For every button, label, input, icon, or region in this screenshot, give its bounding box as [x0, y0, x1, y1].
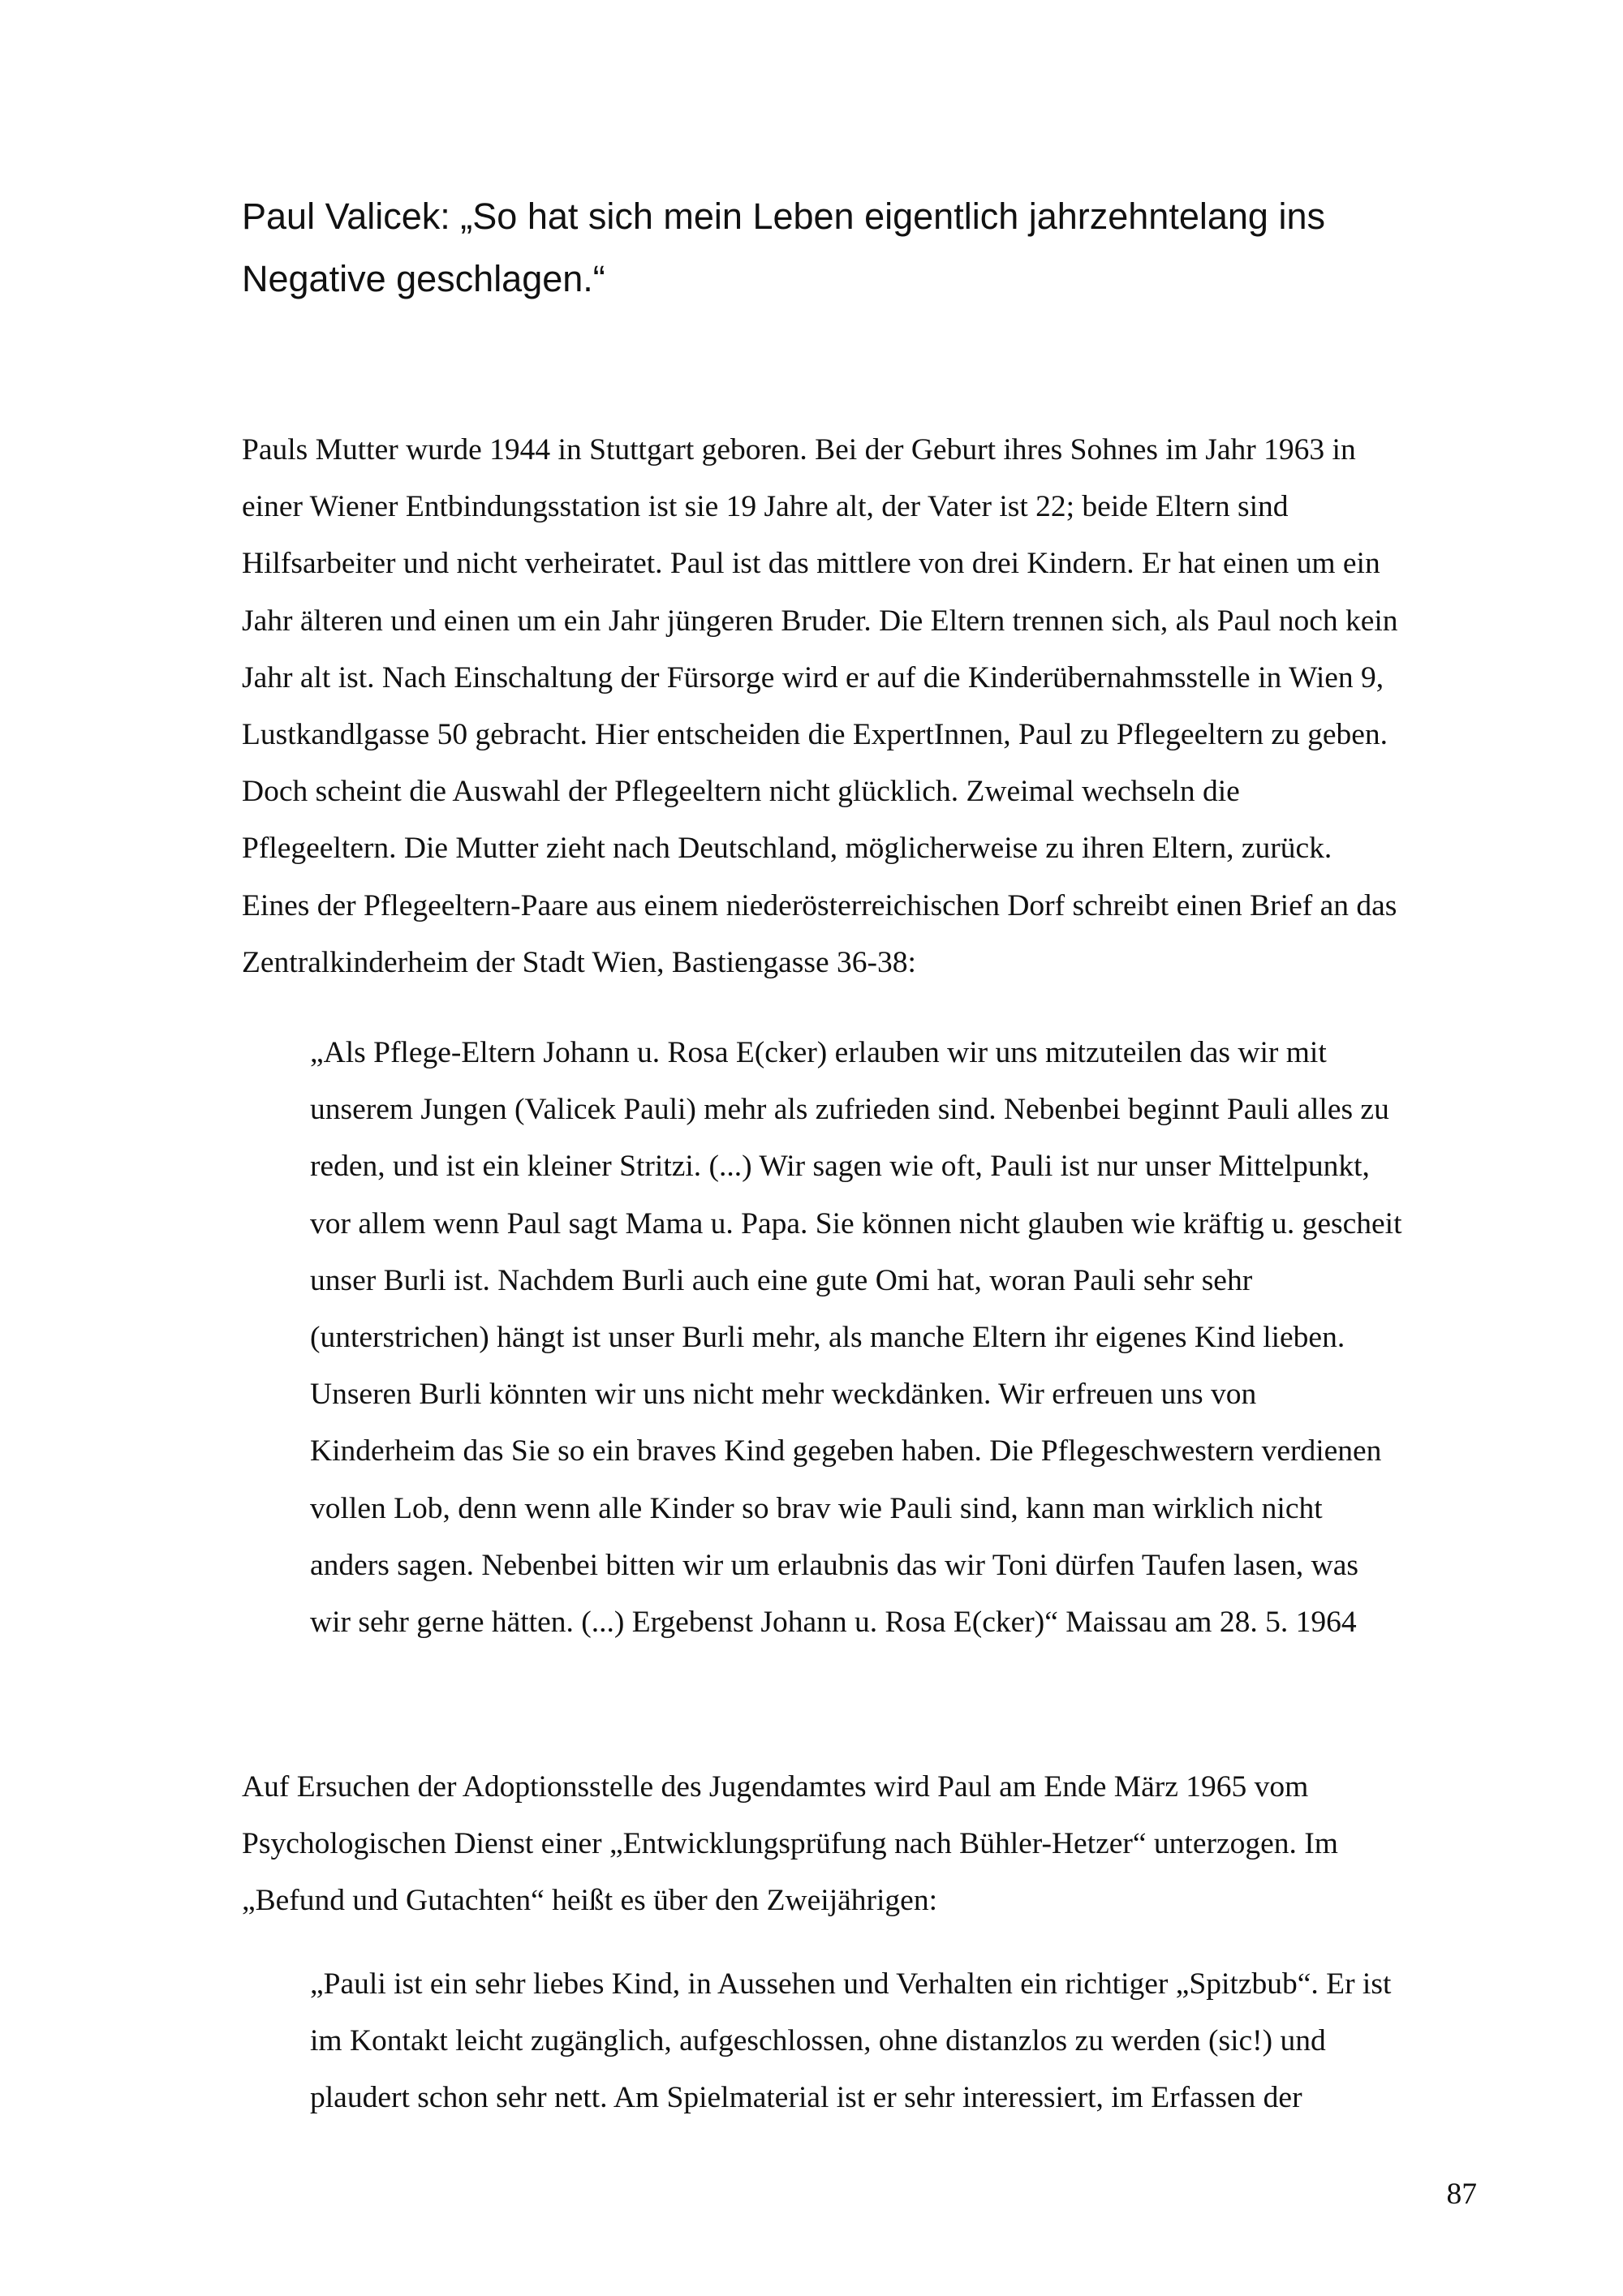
quote-line: plaudert schon sehr nett. Am Spielmaterial ist er sehr interessiert, im Erfassen der: [310, 2081, 1302, 2115]
quote-line: unser Burli ist. Nachdem Burli auch eine gute Omi hat, woran Pauli sehr sehr: [310, 1263, 1253, 1297]
text-line: Pauls Mutter wurde 1944 in Stuttgart geboren. Bei der Geburt ihres Sohnes im Jahr 1963 in: [242, 433, 1356, 467]
chapter-heading: [242, 185, 1459, 310]
quote-line: wir sehr gerne hätten. (...) Ergebenst Johann u. Rosa E(cker)“ Maissau am 28. 5. 1964: [310, 1606, 1357, 1640]
text-line: Jahr alt ist. Nach Einschaltung der Fürsorge wird er auf die Kinderübernahmsstelle in Wien 9,: [242, 660, 1384, 694]
paragraph-intro: [242, 422, 1508, 991]
quote-line: vollen Lob, denn wenn alle Kinder so brav wie Pauli sind, kann man wirklich nicht: [310, 1491, 1323, 1525]
text-line: „Befund und Gutachten“ heißt es über den Zweijährigen:: [242, 1884, 937, 1918]
quote-line: anders sagen. Nebenbei bitten wir um erlaubnis das wir Toni dürfen Taufen lasen, was: [310, 1548, 1358, 1582]
quote-line: reden, und ist ein kleiner Stritzi. (...) Wir sagen wie oft, Pauli ist nur unser Mittelpunkt,: [310, 1150, 1370, 1184]
heading-line: Paul Valicek: „So hat sich mein Leben eigentlich jahrzehntelang ins: [242, 196, 1325, 237]
quote-line: „Pauli ist ein sehr liebes Kind, in Aussehen und Verhalten ein richtiger „Spitzbub“. Er ist: [310, 1967, 1392, 2001]
block-quote-letter: [310, 1025, 1511, 1651]
text-line: Eines der Pflegeeltern-Paare aus einem niederösterreichischen Dorf schreibt einen Brief an das: [242, 888, 1397, 922]
text-line: Jahr älteren und einen um ein Jahr jüngeren Bruder. Die Eltern trennen sich, als Paul noch kein: [242, 604, 1398, 638]
text-line: Pflegeeltern. Die Mutter zieht nach Deutschland, möglicherweise zu ihren Eltern, zurück.: [242, 832, 1332, 866]
text-line: Auf Ersuchen der Adoptionsstelle des Jugendamtes wird Paul am Ende März 1965 vom: [242, 1770, 1309, 1804]
quote-line: vor allem wenn Paul sagt Mama u. Papa. Sie können nicht glauben wie kräftig u. gescheit: [310, 1206, 1402, 1240]
text-line: einer Wiener Entbindungsstation ist sie 19 Jahre alt, der Vater ist 22; beide Eltern sind: [242, 490, 1289, 524]
heading-line: Negative geschlagen.“: [242, 258, 605, 299]
page-number: 87: [1446, 2178, 1477, 2211]
quote-line: Unseren Burli könnten wir uns nicht mehr weckdänken. Wir erfreuen uns von: [310, 1378, 1257, 1412]
paragraph-assessment: [242, 1759, 1508, 1930]
quote-line: „Als Pflege-Eltern Johann u. Rosa E(cker) erlauben wir uns mitzuteilen das wir mit: [310, 1036, 1327, 1069]
block-quote-report: [310, 1956, 1511, 2127]
quote-line: (unterstrichen) hängt ist unser Burli mehr, als manche Eltern ihr eigenes Kind lieben.: [310, 1321, 1345, 1355]
quote-line: im Kontakt leicht zugänglich, aufgeschlossen, ohne distanzlos zu werden (sic!) und: [310, 2024, 1326, 2058]
text-line: Lustkandlgasse 50 gebracht. Hier entscheiden die ExpertInnen, Paul zu Pflegeeltern zu geben.: [242, 718, 1388, 752]
text-line: Doch scheint die Auswahl der Pflegeeltern nicht glücklich. Zweimal wechseln die: [242, 775, 1240, 809]
quote-line: unserem Jungen (Valicek Pauli) mehr als zufrieden sind. Nebenbei beginnt Pauli alles zu: [310, 1093, 1389, 1127]
text-line: Hilfsarbeiter und nicht verheiratet. Paul ist das mittlere von drei Kindern. Er hat einen um ein: [242, 547, 1380, 581]
quote-line: Kinderheim das Sie so ein braves Kind gegeben haben. Die Pflegeschwestern verdienen: [310, 1434, 1382, 1468]
text-line: Psychologischen Dienst einer „Entwicklungsprüfung nach Bühler-Hetzer“ unterzogen. Im: [242, 1827, 1338, 1861]
text-line: Zentralkinderheim der Stadt Wien, Bastiengasse 36-38:: [242, 945, 916, 979]
